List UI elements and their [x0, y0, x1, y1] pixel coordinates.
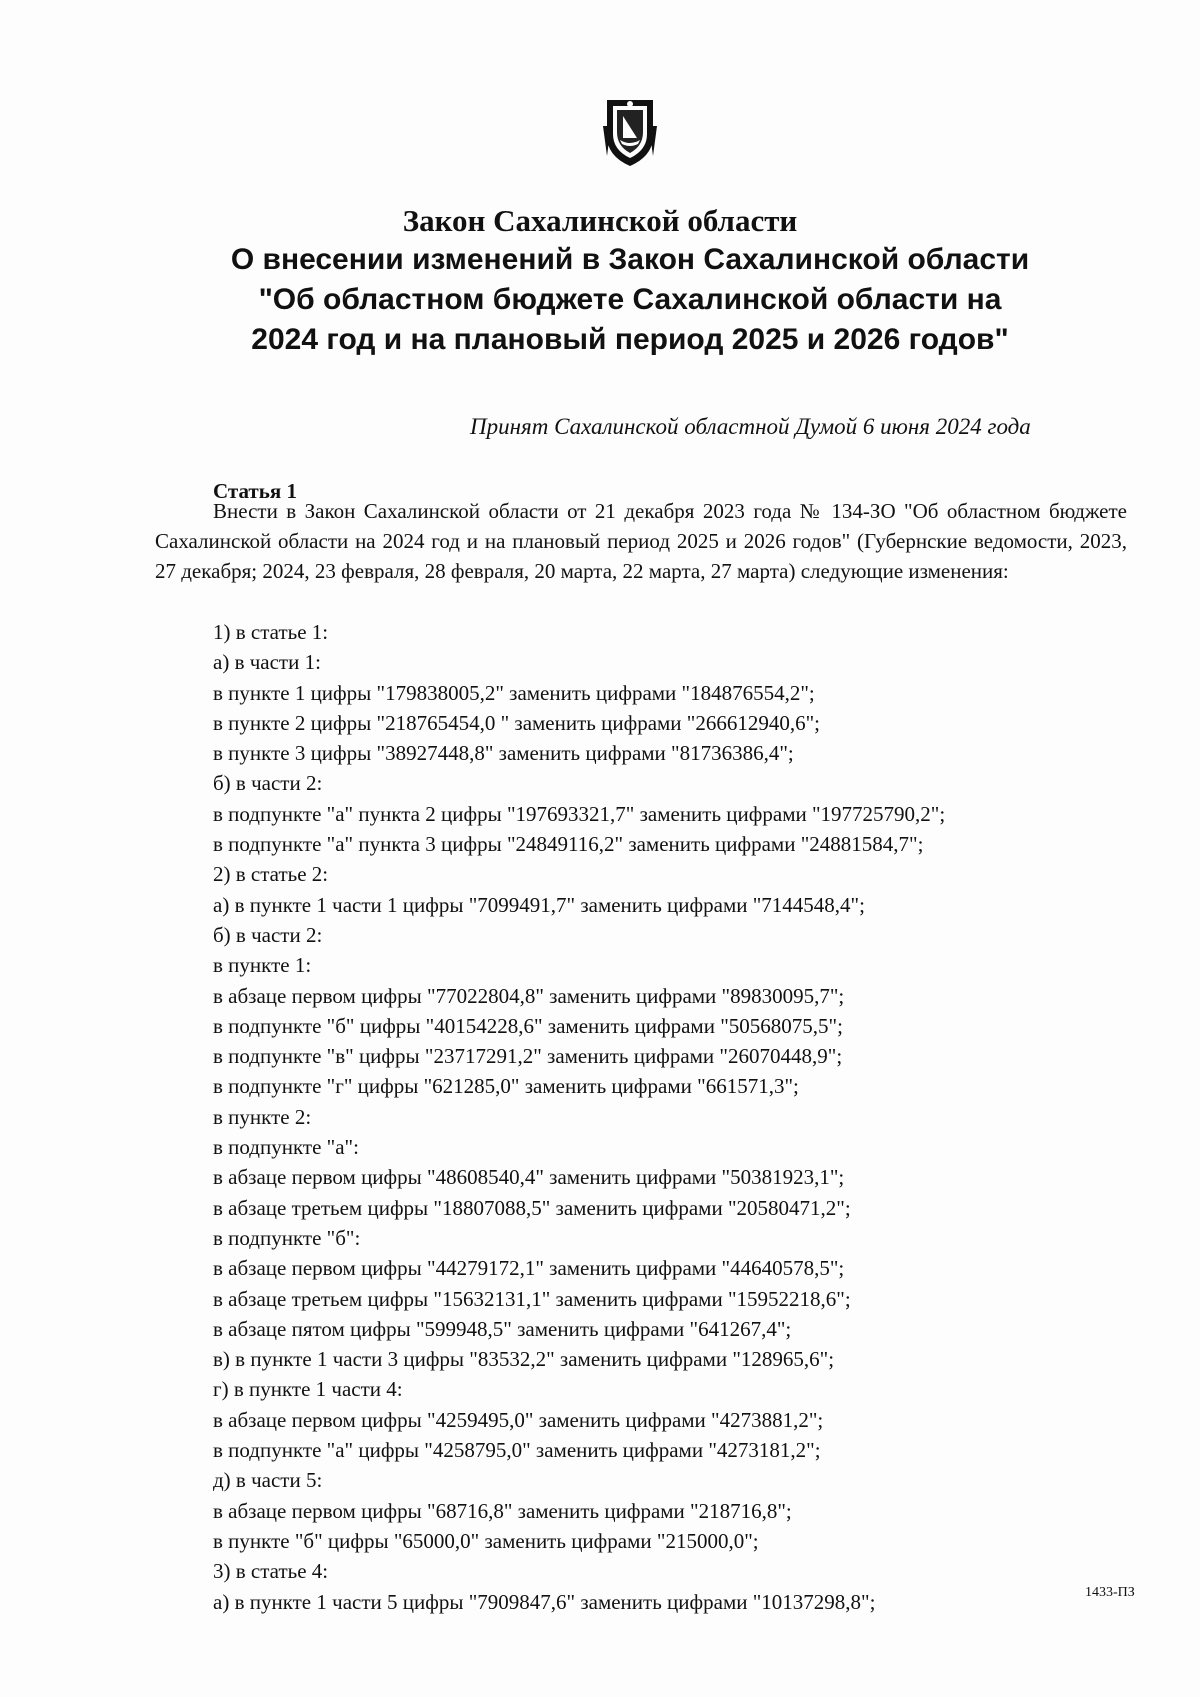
list-item: в подпункте "а" цифры "4258795,0" заменить цифрами "4273181,2"; [213, 1438, 821, 1463]
list-item: в абзаце первом цифры "68716,8" заменить цифрами "218716,8"; [213, 1498, 792, 1523]
amendments-list [213, 617, 945, 1617]
list-item: в пункте 2 цифры "218765454,0 " заменить цифрами "266612940,6"; [213, 710, 821, 735]
list-item: в подпункте "г" цифры "621285,0" заменить цифрами "661571,3"; [213, 1074, 799, 1099]
list-item: в пункте "б" цифры "65000,0" заменить цифрами "215000,0"; [213, 1528, 759, 1553]
list-item: 2) в статье 2: [213, 862, 329, 887]
list-item: в абзаце третьем цифры "15632131,1" заменить цифрами "15952218,6"; [213, 1286, 851, 1311]
list-item: в абзаце первом цифры "44279172,1" заменить цифрами "44640578,5"; [213, 1256, 845, 1281]
list-item: в подпункте "в" цифры "23717291,2" заменить цифрами "26070448,9"; [213, 1044, 843, 1069]
list-item: г) в пункте 1 части 4: [213, 1377, 403, 1402]
article-intro [155, 496, 1127, 586]
list-item: в абзаце первом цифры "48608540,4" заменить цифрами "50381923,1"; [213, 1165, 845, 1190]
list-item: а) в части 1: [213, 650, 321, 675]
list-item: 1) в статье 1: [213, 620, 329, 644]
list-item: в) в пункте 1 части 3 цифры "83532,2" заменить цифрами "128965,6"; [213, 1347, 835, 1372]
list-item: в подпункте "а": [213, 1135, 359, 1160]
document-title: О внесении изменений в Закон Сахалинской области "Об областном бюджете Сахалинской области на 2024 год и на плановый период 2025 и 2026 годов" [230, 243, 1030, 356]
list-item: а) в пункте 1 части 1 цифры "7099491,7" заменить цифрами "7144548,4"; [213, 892, 865, 917]
list-item: в подпункте "б" цифры "40154228,6" заменить цифрами "50568075,5"; [213, 1013, 843, 1038]
sakhalin-coat-of-arms-icon [599, 96, 661, 168]
list-item: в абзаце пятом цифры "599948,5" заменить цифрами "641267,4"; [213, 1316, 792, 1341]
list-item: а) в пункте 1 части 5 цифры "7909847,6" заменить цифрами "10137298,8"; [213, 1589, 876, 1614]
list-item: в пункте 1: [213, 953, 312, 978]
article-heading: Статья 1 [213, 479, 297, 503]
document-number: 1433-ПЗ [1085, 1585, 1135, 1600]
adoption-note: Принят Сахалинской областной Думой 6 июня 2024 года [470, 414, 1031, 439]
list-item: б) в части 2: [213, 771, 323, 796]
list-item: 3) в статье 4: [213, 1559, 329, 1584]
list-item: в подпункте "б": [213, 1225, 361, 1250]
list-item: в пункте 3 цифры "38927448,8" заменить цифрами "81736386,4"; [213, 741, 794, 766]
list-item: в подпункте "а" пункта 2 цифры "197693321,7" заменить цифрами "197725790,2"; [213, 801, 946, 826]
list-item: в абзаце первом цифры "77022804,8" заменить цифрами "89830095,7"; [213, 983, 845, 1008]
list-item: в абзаце первом цифры "4259495,0" заменить цифрами "4273881,2"; [213, 1407, 824, 1432]
list-item: в подпункте "а" пункта 3 цифры "24849116,2" заменить цифрами "24881584,7"; [213, 832, 924, 857]
document-title-line1: Закон Сахалинской области [402, 203, 798, 238]
list-item: в пункте 1 цифры "179838005,2" заменить цифрами "184876554,2"; [213, 680, 815, 705]
list-item: б) в части 2: [213, 922, 323, 947]
list-item: д) в части 5: [213, 1468, 323, 1493]
list-item: в абзаце третьем цифры "18807088,5" заменить цифрами "20580471,2"; [213, 1195, 851, 1220]
list-item: в пункте 2: [213, 1104, 312, 1129]
article-intro-text: Внести в Закон Сахалинской области от 21 декабря 2023 года № 134-ЗО "Об областном бюджете Сахалинской области на 2024 год и на плановый период 2025 и 2026 годов" (Губернские ведомости, 2023, 27 декабря; 2024, 23 февраля, 28 февраля, 20 марта, 22 марта, 27 марта) следующие изменения: [155, 499, 1127, 583]
